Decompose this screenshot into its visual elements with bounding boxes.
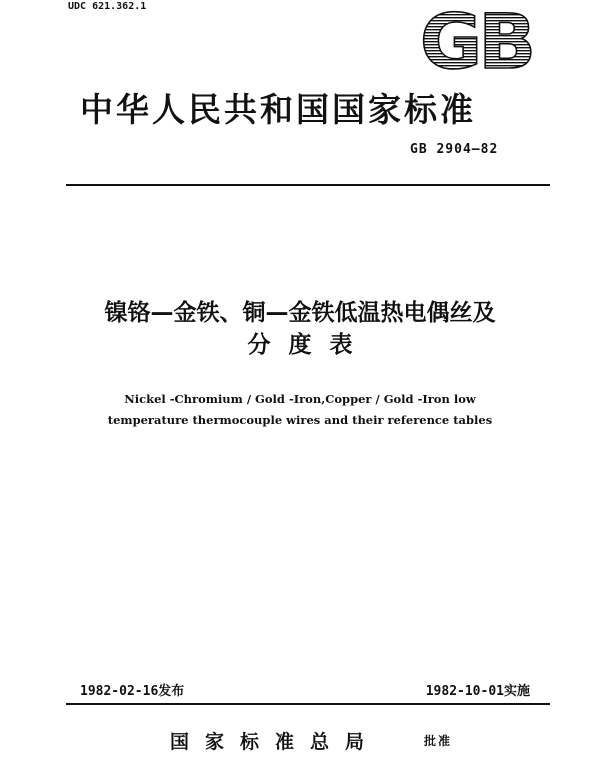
chinese-title [40, 297, 560, 361]
gb-logo [414, 8, 538, 74]
issuing-organization: 中华人民共和国国家标准 [80, 90, 476, 129]
udc-number: UDC 621.362.1 [68, 1, 147, 12]
english-title [30, 389, 570, 431]
header-divider [66, 184, 550, 186]
standard-code: GB 2904—82 [410, 142, 499, 157]
english-title-line-2: temperature thermocouple wires and their reference tables [107, 413, 493, 427]
svg-text:GB: GB [419, 8, 533, 74]
issue-date: 1982-02-16发布 [80, 684, 185, 699]
issuing-authority: 国家标准总局 [170, 731, 381, 753]
english-title-line-1: Nickel -Chromium / Gold -Iron,Copper / Gold -Iron low [124, 392, 476, 406]
approval-note: 批准 [424, 734, 453, 748]
chinese-title-line-1: 镍铬—金铁、铜—金铁低温热电偶丝及 [104, 300, 496, 326]
implementation-date: 1982-10-01实施 [425, 684, 530, 699]
footer-divider [66, 703, 550, 705]
chinese-title-line-2: 分度表 [247, 332, 371, 358]
